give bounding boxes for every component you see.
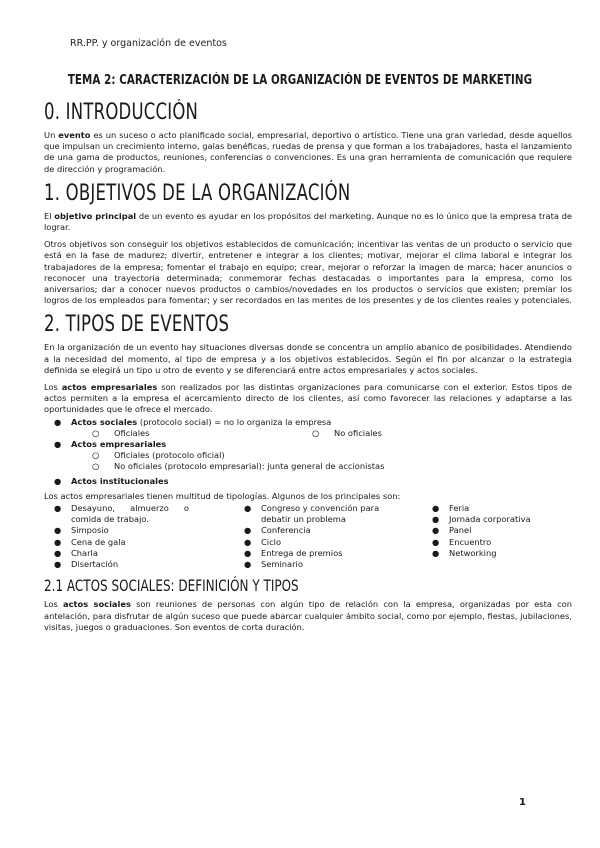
bullet-icon: ●: [54, 503, 62, 514]
bullet-icon: ●: [54, 416, 62, 427]
bullet-icon: ●: [54, 559, 62, 570]
list-item: ● Cena de gala: [54, 536, 126, 547]
heading-introduccion: 0. INTRODUCCIÓN: [44, 100, 199, 125]
bullet-icon: ●: [54, 475, 62, 486]
list-item: ● Seminario: [244, 559, 303, 570]
list-item: ● Networking: [432, 547, 497, 558]
bullet-icon: ●: [432, 547, 440, 558]
list-item: ● Congreso y convención para debatir un problema: [244, 503, 380, 525]
document-title: TEMA 2: CARACTERIZACIÓN DE LA ORGANIZACIÓN DE EVENTOS DE MARKETING: [67, 73, 533, 88]
list-item: ● Desayuno, almuerzo o comida de trabajo.: [54, 503, 189, 525]
list-item: ● Simposio: [54, 525, 109, 536]
list-item: ● Encuentro: [432, 536, 492, 547]
circle-bullet-icon: ○: [92, 461, 100, 472]
tipologias-col-1: [44, 503, 234, 570]
list-item: ● Jornada corporativa: [432, 514, 531, 525]
tipologias-col-3: [422, 503, 572, 570]
bullet-icon: ●: [432, 503, 440, 514]
paragraph-tipos-intro: En la organización de un evento hay situaciones diversas donde se concentra un amplio abanico de posibilidades. Atendiendo a la necesidad del momento, al tipo de empresa y a los objetivos establecidos. Según el fin por alcanzar o la estrategia definida se elegirá un tipo u otro de evento y se diferenciará entre actos empresariales y actos sociales.: [44, 342, 572, 375]
page-number: 1: [519, 797, 526, 808]
bullet-icon: ●: [54, 439, 62, 450]
bullet-icon: ●: [432, 514, 440, 525]
bullet-icon: ●: [244, 536, 252, 547]
list-item: ● Actos institucionales: [54, 475, 169, 486]
paragraph-actos-empresariales: Los actos empresariales son realizados por las distintas organizaciones para comunicarse con el exterior. Estos tipos de actos permiten a la empresa el acercamiento directo de los clientes, así como favorecer las relaciones y adaptarse a las oportunidades que le ofrece el mercado.: [44, 382, 573, 415]
heading-objetivos: 1. OBJETIVOS DE LA ORGANIZACIÓN: [44, 180, 351, 206]
tipos-actos-list: [44, 417, 572, 487]
list-item: ● Actos empresariales: [54, 439, 167, 450]
list-item: ● Actos sociales (protocolo social) = no lo organiza la empresa: [54, 416, 332, 427]
bullet-icon: ●: [54, 547, 62, 558]
list-item: ● Charla: [54, 547, 98, 558]
list-item: ○ No oficiales (protocolo empresarial): junta general de accionistas: [92, 461, 385, 472]
list-item: ● Ciclo: [244, 536, 282, 547]
list-item: ○ Oficiales (protocolo oficial): [92, 450, 225, 461]
bullet-icon: ●: [432, 536, 440, 547]
circle-bullet-icon: ○: [312, 427, 320, 438]
bullet-icon: ●: [54, 525, 62, 536]
bullet-icon: ●: [244, 503, 252, 514]
circle-bullet-icon: ○: [92, 427, 100, 438]
list-item: ● Panel: [432, 525, 472, 536]
bullet-icon: ●: [432, 525, 440, 536]
list-item: ● Disertación: [54, 559, 119, 570]
paragraph-tipologias: Los actos empresariales tienen multitud de tipologías. Algunos de los principales son:: [44, 490, 401, 501]
list-item: ● Conferencia: [244, 525, 311, 536]
list-item: ● Feria: [432, 503, 470, 514]
document-body: [44, 100, 572, 639]
tipologias-col-2: [234, 503, 422, 570]
paragraph-objetivo-principal: El objetivo principal de un evento es ayudar en los propósitos del marketing. Aunque no es lo único que la empresa trata de lograr.: [44, 210, 573, 233]
paragraph-introduccion: Un evento es un suceso o acto planificado social, empresarial, deportivo o artístico. Tiene una gran variedad, desde aquellos que impulsan un crecimiento interno, galas benéficas, ruedas de prensa y que forman a los trabajadores, hasta el lanzamiento de una gama de productos, reuniones, conferencias o convenciones. Es una gran herramienta de comunicación que requiere de dirección y programación.: [44, 130, 572, 174]
page-header: RR.PP. y organización de eventos: [70, 38, 227, 49]
tipologias-columns: [44, 503, 572, 570]
heading-actos-sociales: 2.1 ACTOS SOCIALES: DEFINICIÓN Y TIPOS: [44, 576, 299, 596]
paragraph-otros-objetivos: Otros objetivos son conseguir los objetivos establecidos de comunicación; incentivar las ventas de un producto o servicio que está en la fase de madurez; divertir, entretener e integrar a los clientes; motivar, mejorar el clima laboral e integrar los trabajadores de la empresa; fomentar el trabajo en equipo; crear, mejorar o reforzar la imagen de marca; hacer anuncios o reconocer una trayectoria determinada; conmemorar fechas destacadas o importantes para la empresa, como los aniversarios; dar a conocer nuevos productos o cambios/novedades en los productos o servicios que existen; premiar los logros de los empleados para fomentar; y ser recordados en las mentes de los presentes y de los clientes reales y potenciales.: [44, 239, 572, 306]
bullet-icon: ●: [244, 547, 252, 558]
paragraph-actos-sociales: Los actos sociales son reuniones de personas con algún tipo de relación con la empresa, organizadas por esta con antelación, para disfrutar de algún suceso que puede abarcar cualquier ámbito social, como por ejemplo, fiestas, jubilaciones, visitas, juegos o graduaciones. Son eventos de corta duración.: [44, 599, 573, 632]
heading-tipos-eventos: 2. TIPOS DE EVENTOS: [44, 312, 230, 338]
bullet-icon: ●: [54, 536, 62, 547]
list-item: ○ Oficiales ○ No oficiales: [92, 427, 382, 438]
bullet-icon: ●: [244, 559, 252, 570]
bullet-icon: ●: [244, 525, 252, 536]
circle-bullet-icon: ○: [92, 450, 100, 461]
list-item: ● Entrega de premios: [244, 547, 343, 558]
